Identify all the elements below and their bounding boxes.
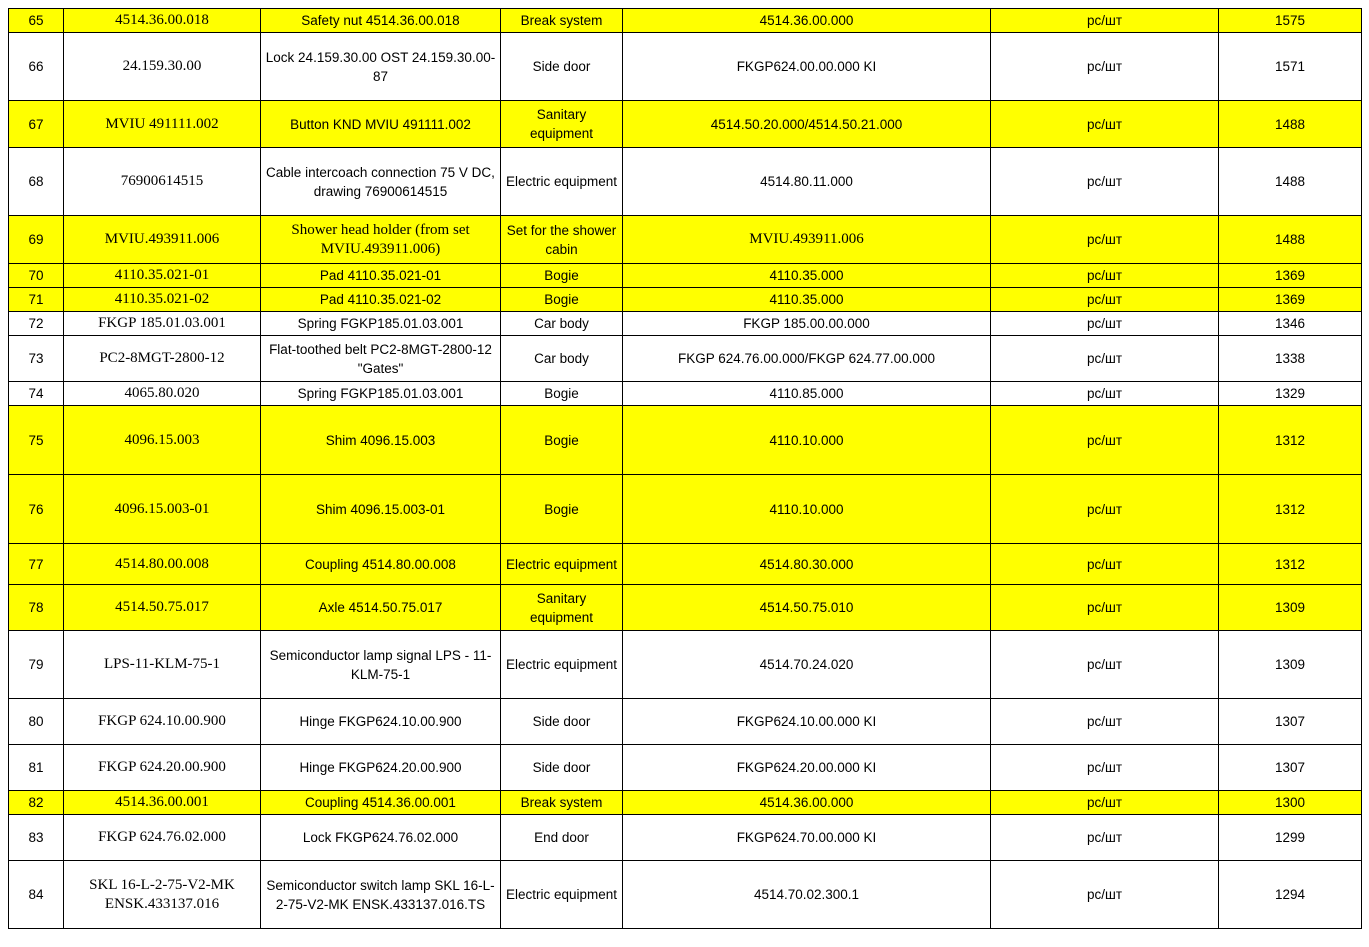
part-name: Cable intercoach connection 75 V DC, drawing 76900614515 [261, 148, 501, 216]
part-code: 4514.36.00.001 [64, 791, 261, 815]
table-row-82 [9, 791, 1362, 815]
part-name: Shower head holder (from set MVIU.493911.006) [261, 216, 501, 264]
system: Bogie [501, 475, 623, 544]
unit: pc/шт [991, 216, 1219, 264]
part-name: Axle 4514.50.75.017 [261, 585, 501, 631]
part-code: 4514.36.00.018 [64, 9, 261, 33]
quantity: 1575 [1219, 9, 1362, 33]
part-code: 4096.15.003 [64, 406, 261, 475]
row-number: 81 [9, 745, 64, 791]
row-number: 71 [9, 288, 64, 312]
row-number: 77 [9, 544, 64, 585]
quantity: 1299 [1219, 815, 1362, 861]
unit: pc/шт [991, 312, 1219, 336]
system: Bogie [501, 382, 623, 406]
part-name: Button KND MVIU 491111.002 [261, 101, 501, 148]
unit: pc/шт [991, 544, 1219, 585]
quantity: 1312 [1219, 544, 1362, 585]
unit: pc/шт [991, 33, 1219, 101]
assembly: FKGP624.00.00.000 KI [623, 33, 991, 101]
quantity: 1312 [1219, 406, 1362, 475]
unit: pc/шт [991, 585, 1219, 631]
part-code: MVIU 491111.002 [64, 101, 261, 148]
assembly: 4110.35.000 [623, 264, 991, 288]
part-code: 4065.80.020 [64, 382, 261, 406]
unit: pc/шт [991, 148, 1219, 216]
table-row-76 [9, 475, 1362, 544]
table-row-78 [9, 585, 1362, 631]
table-row-84 [9, 861, 1362, 929]
part-name: Semiconductor switch lamp SKL 16-L-2-75-V2-MK ENSK.433137.016.TS [261, 861, 501, 929]
table-row-80 [9, 699, 1362, 745]
unit: pc/шт [991, 699, 1219, 745]
table-row-75 [9, 406, 1362, 475]
part-name: Coupling 4514.36.00.001 [261, 791, 501, 815]
part-name: Flat-toothed belt PC2-8MGT-2800-12 "Gates" [261, 336, 501, 382]
part-name: Shim 4096.15.003 [261, 406, 501, 475]
part-code: 76900614515 [64, 148, 261, 216]
system: Bogie [501, 264, 623, 288]
unit: pc/шт [991, 101, 1219, 148]
part-code: MVIU.493911.006 [64, 216, 261, 264]
part-name: Hinge FKGP624.10.00.900 [261, 699, 501, 745]
part-name: Spring FGKP185.01.03.001 [261, 382, 501, 406]
system: Sanitary equipment [501, 101, 623, 148]
quantity: 1300 [1219, 791, 1362, 815]
unit: pc/шт [991, 815, 1219, 861]
unit: pc/шт [991, 791, 1219, 815]
part-code: FKGP 624.76.02.000 [64, 815, 261, 861]
system: Break system [501, 9, 623, 33]
quantity: 1369 [1219, 288, 1362, 312]
row-number: 75 [9, 406, 64, 475]
part-code: 4110.35.021-02 [64, 288, 261, 312]
row-number: 74 [9, 382, 64, 406]
row-number: 68 [9, 148, 64, 216]
part-name: Hinge FKGP624.20.00.900 [261, 745, 501, 791]
assembly: 4514.36.00.000 [623, 791, 991, 815]
assembly: 4110.10.000 [623, 406, 991, 475]
assembly: FKGP 624.76.00.000/FKGP 624.77.00.000 [623, 336, 991, 382]
part-code: 4096.15.003-01 [64, 475, 261, 544]
system: Side door [501, 699, 623, 745]
assembly: MVIU.493911.006 [623, 216, 991, 264]
unit: pc/шт [991, 745, 1219, 791]
table-row-81 [9, 745, 1362, 791]
row-number: 82 [9, 791, 64, 815]
unit: pc/шт [991, 861, 1219, 929]
part-code: PC2-8MGT-2800-12 [64, 336, 261, 382]
parts-table [8, 8, 1362, 929]
table-row-67 [9, 101, 1362, 148]
table-row-69 [9, 216, 1362, 264]
part-name: Pad 4110.35.021-01 [261, 264, 501, 288]
part-name: Pad 4110.35.021-02 [261, 288, 501, 312]
row-number: 65 [9, 9, 64, 33]
assembly: 4514.80.11.000 [623, 148, 991, 216]
part-name: Shim 4096.15.003-01 [261, 475, 501, 544]
system: Side door [501, 33, 623, 101]
part-code: FKGP 624.20.00.900 [64, 745, 261, 791]
unit: pc/шт [991, 9, 1219, 33]
table-row-74 [9, 382, 1362, 406]
assembly: 4110.35.000 [623, 288, 991, 312]
assembly: FKGP624.20.00.000 KI [623, 745, 991, 791]
part-name: Semiconductor lamp signal LPS - 11-KLM-75-1 [261, 631, 501, 699]
row-number: 84 [9, 861, 64, 929]
system: Bogie [501, 288, 623, 312]
system: End door [501, 815, 623, 861]
table-row-73 [9, 336, 1362, 382]
unit: pc/шт [991, 288, 1219, 312]
system: Break system [501, 791, 623, 815]
part-code: 4514.80.00.008 [64, 544, 261, 585]
part-name: Lock 24.159.30.00 OST 24.159.30.00-87 [261, 33, 501, 101]
assembly: FKGP624.10.00.000 KI [623, 699, 991, 745]
part-code: FKGP 185.01.03.001 [64, 312, 261, 336]
system: Electric equipment [501, 631, 623, 699]
part-code: 24.159.30.00 [64, 33, 261, 101]
table-row-68 [9, 148, 1362, 216]
system: Side door [501, 745, 623, 791]
assembly: FKGP624.70.00.000 KI [623, 815, 991, 861]
part-name: Safety nut 4514.36.00.018 [261, 9, 501, 33]
quantity: 1488 [1219, 148, 1362, 216]
quantity: 1312 [1219, 475, 1362, 544]
quantity: 1294 [1219, 861, 1362, 929]
parts-table-body [9, 9, 1362, 929]
system: Electric equipment [501, 861, 623, 929]
row-number: 66 [9, 33, 64, 101]
quantity: 1346 [1219, 312, 1362, 336]
part-name: Lock FKGP624.76.02.000 [261, 815, 501, 861]
quantity: 1488 [1219, 101, 1362, 148]
assembly: 4514.70.02.300.1 [623, 861, 991, 929]
row-number: 76 [9, 475, 64, 544]
assembly: 4514.36.00.000 [623, 9, 991, 33]
table-row-66 [9, 33, 1362, 101]
quantity: 1571 [1219, 33, 1362, 101]
part-code: 4110.35.021-01 [64, 264, 261, 288]
quantity: 1309 [1219, 631, 1362, 699]
row-number: 67 [9, 101, 64, 148]
table-row-72 [9, 312, 1362, 336]
system: Sanitary equipment [501, 585, 623, 631]
assembly: 4110.10.000 [623, 475, 991, 544]
system: Car body [501, 336, 623, 382]
part-name: Spring FGKP185.01.03.001 [261, 312, 501, 336]
table-row-79 [9, 631, 1362, 699]
unit: pc/шт [991, 382, 1219, 406]
table-row-77 [9, 544, 1362, 585]
row-number: 80 [9, 699, 64, 745]
assembly: 4514.50.75.010 [623, 585, 991, 631]
row-number: 72 [9, 312, 64, 336]
quantity: 1329 [1219, 382, 1362, 406]
system: Bogie [501, 406, 623, 475]
row-number: 70 [9, 264, 64, 288]
assembly: FKGP 185.00.00.000 [623, 312, 991, 336]
assembly: 4514.70.24.020 [623, 631, 991, 699]
table-row-65 [9, 9, 1362, 33]
unit: pc/шт [991, 475, 1219, 544]
unit: pc/шт [991, 406, 1219, 475]
row-number: 79 [9, 631, 64, 699]
part-code: LPS-11-KLM-75-1 [64, 631, 261, 699]
row-number: 69 [9, 216, 64, 264]
part-code: SKL 16-L-2-75-V2-MK ENSK.433137.016 [64, 861, 261, 929]
assembly: 4110.85.000 [623, 382, 991, 406]
unit: pc/шт [991, 631, 1219, 699]
part-code: 4514.50.75.017 [64, 585, 261, 631]
quantity: 1338 [1219, 336, 1362, 382]
row-number: 78 [9, 585, 64, 631]
quantity: 1309 [1219, 585, 1362, 631]
row-number: 83 [9, 815, 64, 861]
system: Electric equipment [501, 148, 623, 216]
assembly: 4514.80.30.000 [623, 544, 991, 585]
quantity: 1307 [1219, 699, 1362, 745]
quantity: 1488 [1219, 216, 1362, 264]
table-row-70 [9, 264, 1362, 288]
part-code: FKGP 624.10.00.900 [64, 699, 261, 745]
system: Electric equipment [501, 544, 623, 585]
quantity: 1369 [1219, 264, 1362, 288]
table-row-83 [9, 815, 1362, 861]
part-name: Coupling 4514.80.00.008 [261, 544, 501, 585]
system: Car body [501, 312, 623, 336]
quantity: 1307 [1219, 745, 1362, 791]
unit: pc/шт [991, 264, 1219, 288]
system: Set for the shower cabin [501, 216, 623, 264]
unit: pc/шт [991, 336, 1219, 382]
table-row-71 [9, 288, 1362, 312]
assembly: 4514.50.20.000/4514.50.21.000 [623, 101, 991, 148]
row-number: 73 [9, 336, 64, 382]
